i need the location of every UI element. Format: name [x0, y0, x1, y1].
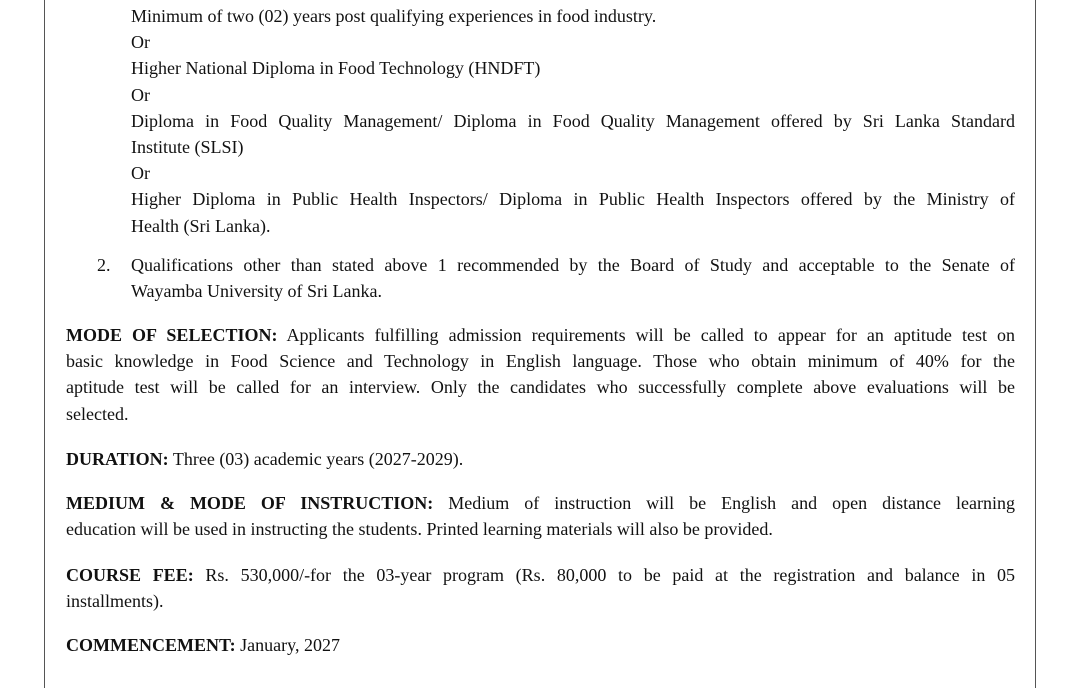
qualification-line: Higher Diploma in Public Health Inspectors/ Diploma in Public Health Inspectors offered by the Ministry of: [131, 189, 1015, 209]
medium-line: MEDIUM & MODE OF INSTRUCTION: Medium of instruction will be English and open distance learning: [66, 493, 1016, 513]
commencement-heading: COMMENCEMENT:: [66, 635, 236, 655]
qualification-line: Health (Sri Lanka).: [131, 216, 271, 236]
qualification-line: Wayamba University of Sri Lanka.: [131, 281, 382, 301]
qualification-line: Minimum of two (02) years post qualifying experiences in food industry.: [131, 6, 657, 26]
commencement-line: COMMENCEMENT: January, 2027: [66, 635, 340, 655]
qualification-line: Institute (SLSI): [131, 137, 244, 157]
list-number: 2.: [97, 255, 111, 275]
course-fee-line: installments).: [66, 591, 164, 611]
mode-of-selection-line: MODE OF SELECTION: Applicants fulfilling admission requirements will be called to appear for an aptitude test on: [66, 325, 1015, 345]
mode-of-selection-line: aptitude test will be called for an interview. Only the candidates who successfully complete above evaluations will be: [66, 377, 1015, 397]
qualification-line: Qualifications other than stated above 1 recommended by the Board of Study and acceptable to the Senate of: [131, 255, 1015, 275]
or-separator: Or: [131, 32, 150, 52]
course-fee-line: COURSE FEE: Rs. 530,000/-for the 03-year program (Rs. 80,000 to be paid at the registration and balance in 05: [66, 565, 1016, 585]
qualification-line: Higher National Diploma in Food Technology (HNDFT): [131, 58, 541, 78]
or-separator: Or: [131, 85, 150, 105]
duration-heading: DURATION:: [66, 449, 169, 469]
mode-of-selection-line: selected.: [66, 404, 129, 424]
medium-heading: MEDIUM & MODE OF INSTRUCTION:: [66, 493, 434, 513]
mode-of-selection-heading: MODE OF SELECTION:: [66, 325, 278, 345]
or-separator: Or: [131, 163, 150, 183]
mode-of-selection-line: basic knowledge in Food Science and Technology in English language. Those who obtain minimum of 40% for the: [66, 351, 1015, 371]
qualification-line: Diploma in Food Quality Management/ Diploma in Food Quality Management offered by Sri Lanka Standard: [131, 111, 1015, 131]
course-fee-heading: COURSE FEE:: [66, 565, 194, 585]
medium-line: education will be used in instructing the students. Printed learning materials will also be provided.: [66, 519, 773, 539]
duration-line: DURATION: Three (03) academic years (2027-2029).: [66, 449, 464, 469]
